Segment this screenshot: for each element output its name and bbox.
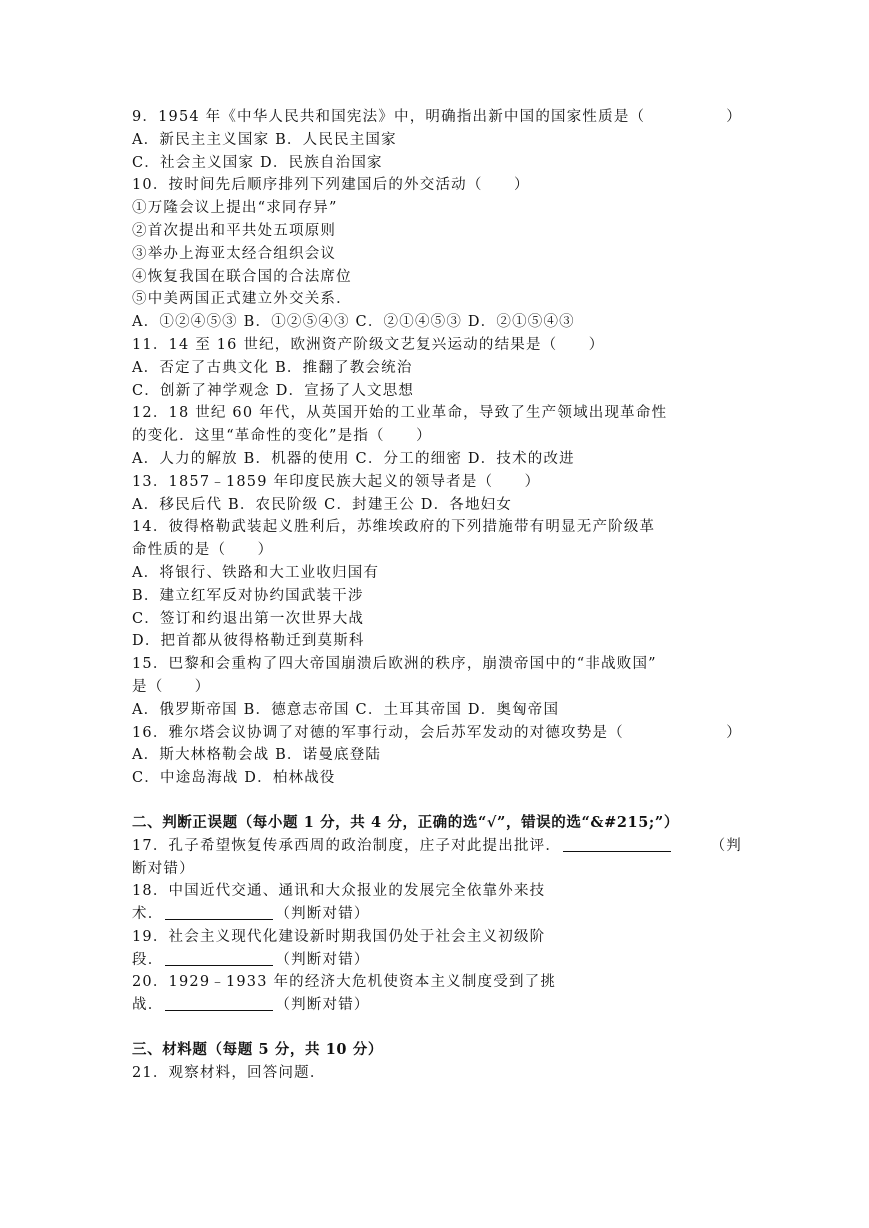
question-19-prefix: 段． xyxy=(132,951,164,968)
question-19-answer-blank[interactable] xyxy=(165,951,273,966)
question-9-text: 9．1954 年《中华人民共和国宪法》中，明确指出新中国的国家性质是（ xyxy=(132,109,646,125)
question-16-paren-close: ） xyxy=(726,724,742,741)
question-16-options-2: C．中途岛海战 D．柏林战役 xyxy=(132,770,336,787)
question-15-stem-1: 15．巴黎和会重构了四大帝国崩溃后欧洲的秩序，崩溃帝国中的“非战败国” xyxy=(132,656,657,673)
question-13-stem: 13．1857﹣1859 年印度民族大起义的领导者是（ ） xyxy=(132,473,541,490)
section-3-heading: 三、材料题（每题 5 分，共 10 分） xyxy=(132,1041,383,1059)
question-17-judge-close: 断对错） xyxy=(132,860,195,877)
question-19-line-1: 19．社会主义现代化建设新时期我国仍处于社会主义初级阶 xyxy=(132,928,546,945)
question-11-stem: 11．14 至 16 世纪，欧洲资产阶级文艺复兴运动的结果是（ ） xyxy=(132,336,605,353)
question-19-judge: （判断对错） xyxy=(275,951,370,968)
question-10-item-4: ④恢复我国在联合国的合法席位 xyxy=(132,268,352,285)
question-17-judge-open: （判 xyxy=(710,837,742,854)
question-10-options: A．①②④⑤③ B．①②⑤④③ C．②①④⑤③ D．②①⑤④③ xyxy=(132,314,575,331)
question-12-stem-1: 12．18 世纪 60 年代，从英国开始的工业革命，导致了生产领域出现革命性 xyxy=(132,405,668,422)
exam-page xyxy=(132,106,742,1085)
question-10-item-1: ①万隆会议上提出“求同存异” xyxy=(132,200,338,217)
question-14-stem-2: 命性质的是（ ） xyxy=(132,542,274,559)
question-18-answer-blank[interactable] xyxy=(165,905,273,920)
question-16-options-1: A．斯大林格勒会战 B．诺曼底登陆 xyxy=(132,747,382,764)
question-9-paren-close: ） xyxy=(726,109,742,125)
question-17-answer-blank[interactable] xyxy=(563,837,671,852)
section-gap xyxy=(132,790,742,812)
question-15-options: A．俄罗斯帝国 B．德意志帝国 C．土耳其帝国 D．奥匈帝国 xyxy=(132,701,560,718)
question-14-option-b: B．建立红军反对协约国武装干涉 xyxy=(132,587,364,604)
question-16-text: 16．雅尔塔会议协调了对德的军事行动，会后苏军发动的对德攻势是（ xyxy=(132,724,624,741)
question-10-stem: 10．按时间先后顺序排列下列建国后的外交活动（ ） xyxy=(132,177,530,194)
question-14-option-c: C．签订和约退出第一次世界大战 xyxy=(132,610,365,627)
question-9-stem xyxy=(132,106,742,129)
question-18-judge: （判断对错） xyxy=(275,906,370,923)
section-gap xyxy=(132,1017,742,1039)
question-20-line-1: 20．1929﹣1933 年的经济大危机使资本主义制度受到了挑 xyxy=(132,974,557,991)
question-17-line-1 xyxy=(132,835,742,858)
question-17-text: 17．孔子希望恢复传承西周的政治制度，庄子对此提出批评． xyxy=(132,837,562,854)
question-20-line-2 xyxy=(132,994,742,1017)
question-9-options-1: A．新民主主义国家 B．人民民主国家 xyxy=(132,131,397,148)
question-9-options-2: C．社会主义国家 D．民族自治国家 xyxy=(132,154,383,171)
question-20-prefix: 战． xyxy=(132,997,164,1014)
question-12-options: A．人力的解放 B．机器的使用 C．分工的细密 D．技术的改进 xyxy=(132,450,575,467)
question-20-judge: （判断对错） xyxy=(275,997,370,1014)
question-14-stem-1: 14．彼得格勒武装起义胜利后，苏维埃政府的下列措施带有明显无产阶级革 xyxy=(132,519,656,536)
question-20-answer-blank[interactable] xyxy=(165,996,273,1011)
section-2-heading: 二、判断正误题（每小题 1 分，共 4 分，正确的选“√”，错误的选“&#215;”） xyxy=(132,813,679,831)
question-11-options-1: A．否定了古典文化 B．推翻了教会统治 xyxy=(132,359,413,376)
question-10-item-5: ⑤中美两国正式建立外交关系． xyxy=(132,291,352,308)
question-21-stem: 21．观察材料，回答问题． xyxy=(132,1064,326,1081)
question-18-line-2 xyxy=(132,903,742,926)
question-16-stem xyxy=(132,722,742,745)
question-19-line-2 xyxy=(132,949,742,972)
question-14-option-a: A．将银行、铁路和大工业收归国有 xyxy=(132,564,380,581)
question-10-item-2: ②首次提出和平共处五项原则 xyxy=(132,222,337,239)
question-14-option-d: D．把首都从彼得格勒迁到莫斯科 xyxy=(132,633,365,650)
question-18-line-1: 18．中国近代交通、通讯和大众报业的发展完全依靠外来技 xyxy=(132,883,546,900)
question-12-stem-2: 的变化．这里“革命性的变化”是指（ ） xyxy=(132,428,432,445)
question-15-stem-2: 是（ ） xyxy=(132,678,211,695)
question-11-options-2: C．创新了神学观念 D．宣扬了人文思想 xyxy=(132,382,415,399)
question-18-prefix: 术． xyxy=(132,906,164,923)
question-10-item-3: ③举办上海亚太经合组织会议 xyxy=(132,245,337,262)
question-13-options: A．移民后代 B．农民阶级 C．封建王公 D．各地妇女 xyxy=(132,496,513,513)
